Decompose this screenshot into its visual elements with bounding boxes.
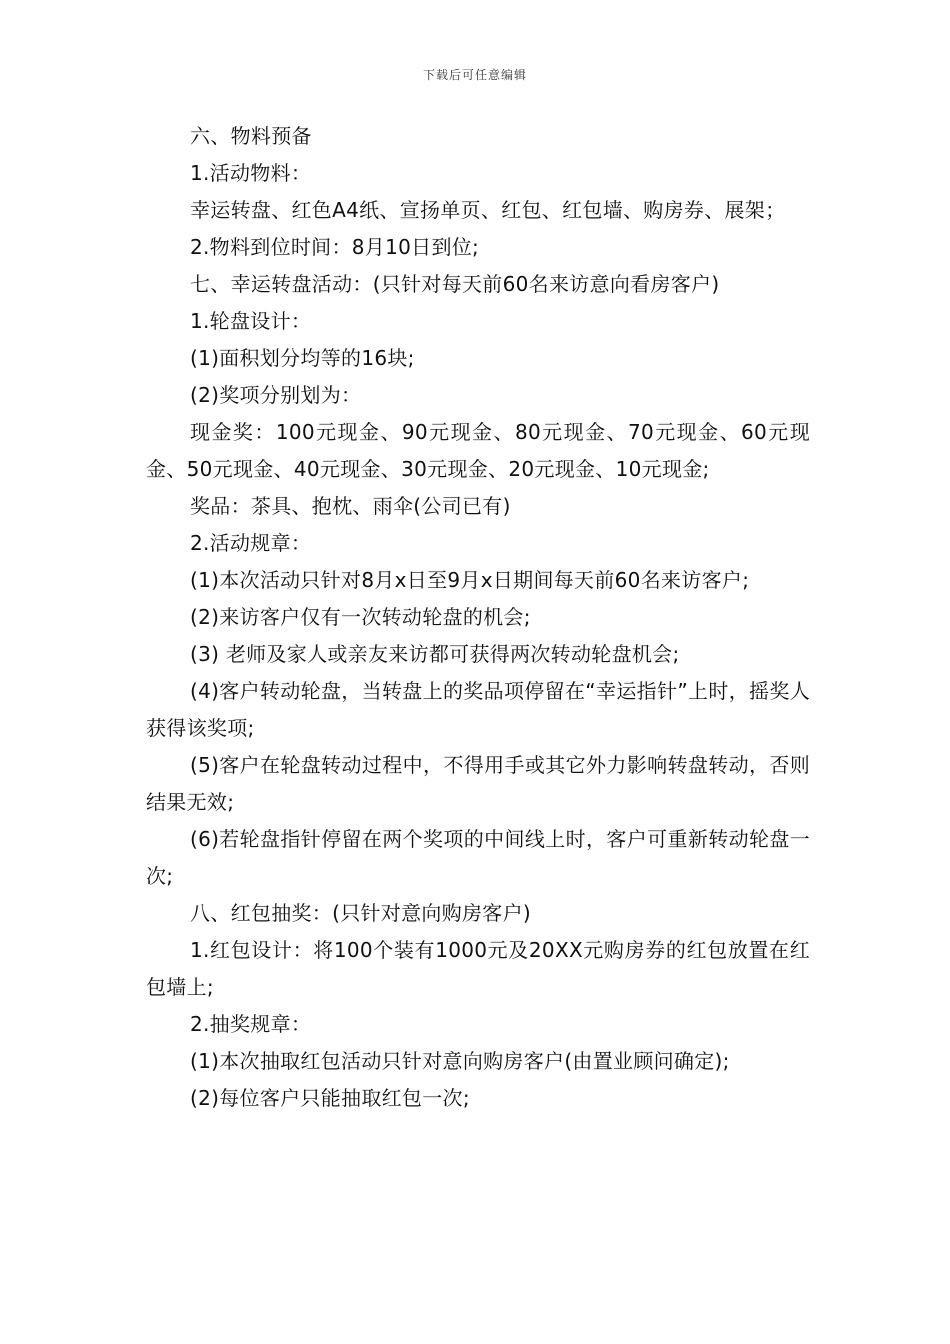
- paragraph: 幸运转盘、红色A4纸、宣扬单页、红包、红包墙、购房券、展架；: [190, 198, 786, 222]
- document-body: [146, 118, 810, 1117]
- paragraph: (3) 老师及家人或亲友来访都可获得两次转动轮盘机会;: [190, 642, 680, 666]
- page-header-note: 下载后可任意编辑: [422, 68, 527, 82]
- paragraph: 2.活动规章：: [190, 531, 312, 555]
- section-heading-materials: 六、物料预备: [190, 124, 312, 148]
- paragraph: (2)来访客户仅有一次转动轮盘的机会;: [190, 605, 531, 629]
- paragraph: 2.物料到位时间：8月10日到位;: [190, 235, 480, 259]
- paragraph: (1)本次抽取红包活动只针对意向购房客户(由置业顾问确定);: [190, 1049, 730, 1073]
- paragraph: (4)客户转动轮盘，当转盘上的奖品项停留在“幸运指针”上时，摇奖人获得该奖项;: [146, 679, 810, 740]
- paragraph: 奖品：茶具、抱枕、雨伞(公司已有): [190, 494, 511, 518]
- paragraph: (2)奖项分别划为：: [190, 383, 362, 407]
- paragraph: (6)若轮盘指针停留在两个奖项的中间线上时，客户可重新转动轮盘一次;: [146, 827, 810, 888]
- section-heading-wheel: 七、幸运转盘活动：(只针对每天前60名来访意向看房客户): [190, 272, 720, 296]
- paragraph: (1)面积划分均等的16块;: [190, 346, 415, 370]
- paragraph: 1.轮盘设计：: [190, 309, 312, 333]
- paragraph: 现金奖：100元现金、90元现金、80元现金、70元现金、60元现金、50元现金、40元现金、30元现金、20元现金、10元现金;: [146, 420, 810, 481]
- paragraph: (5)客户在轮盘转动过程中，不得用手或其它外力影响转盘转动，否则结果无效;: [146, 753, 810, 814]
- paragraph: 2.抽奖规章：: [190, 1012, 312, 1036]
- paragraph: (2)每位客户只能抽取红包一次;: [190, 1086, 470, 1110]
- section-heading-red-envelope: 八、红包抽奖：(只针对意向购房客户): [190, 901, 532, 925]
- paragraph: (1)本次活动只针对8月x日至9月x日期间每天前60名来访客户;: [190, 568, 750, 592]
- paragraph: 1.红包设计：将100个装有1000元及20XX元购房券的红包放置在红包墙上;: [146, 938, 810, 999]
- paragraph: 1.活动物料：: [190, 161, 312, 185]
